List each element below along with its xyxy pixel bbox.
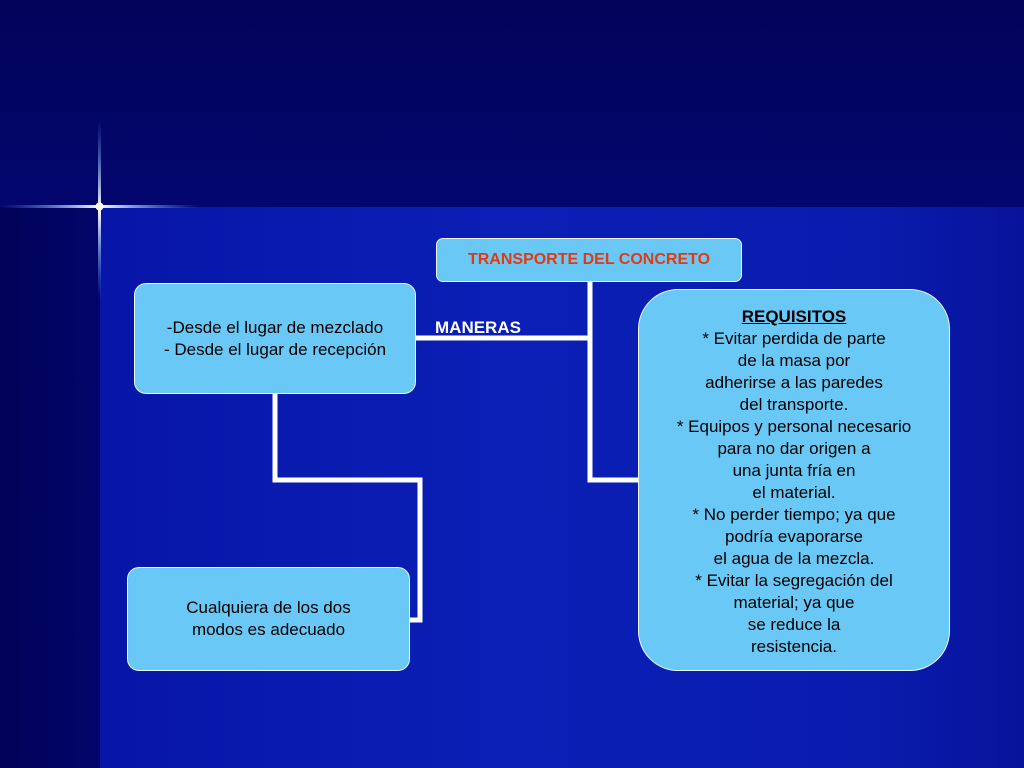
conclusion-node: [127, 567, 410, 671]
requisitos-heading: REQUISITOS: [741, 307, 847, 326]
connector-root-requisitos: [590, 282, 640, 480]
root-node-label: TRANSPORTE DEL CONCRETO: [467, 251, 711, 268]
requisitos-line: una junta fría en: [732, 461, 856, 480]
requisitos-line: se reduce la: [747, 615, 841, 634]
requisitos-line: el agua de la mezcla.: [713, 549, 875, 568]
conclusion-line: modos es adecuado: [191, 620, 346, 639]
maneras-line: -Desde el lugar de mezclado: [166, 317, 384, 337]
requisitos-line: material; ya que: [733, 593, 855, 612]
requisitos-node: [638, 289, 950, 671]
maneras-line: - Desde el lugar de recepción: [163, 339, 387, 359]
root-node: [436, 238, 742, 282]
requisitos-line: * Evitar perdida de parte: [702, 329, 886, 348]
requisitos-line: para no dar origen a: [717, 439, 871, 458]
requisitos-line: el material.: [752, 483, 836, 502]
maneras-node: [134, 283, 416, 394]
requisitos-line: * No perder tiempo; ya que: [692, 505, 896, 524]
requisitos-line: resistencia.: [751, 637, 837, 656]
requisitos-line: * Evitar la segregación del: [695, 571, 893, 590]
conclusion-line: Cualquiera de los dos: [186, 598, 351, 617]
requisitos-line: de la masa por: [737, 351, 851, 370]
requisitos-line: podría evaporarse: [725, 527, 863, 546]
requisitos-line: adherirse a las paredes: [705, 373, 883, 392]
connector-label: MANERAS: [435, 318, 521, 337]
requisitos-line: del transporte.: [739, 395, 849, 414]
requisitos-line: * Equipos y personal necesario: [676, 417, 912, 436]
